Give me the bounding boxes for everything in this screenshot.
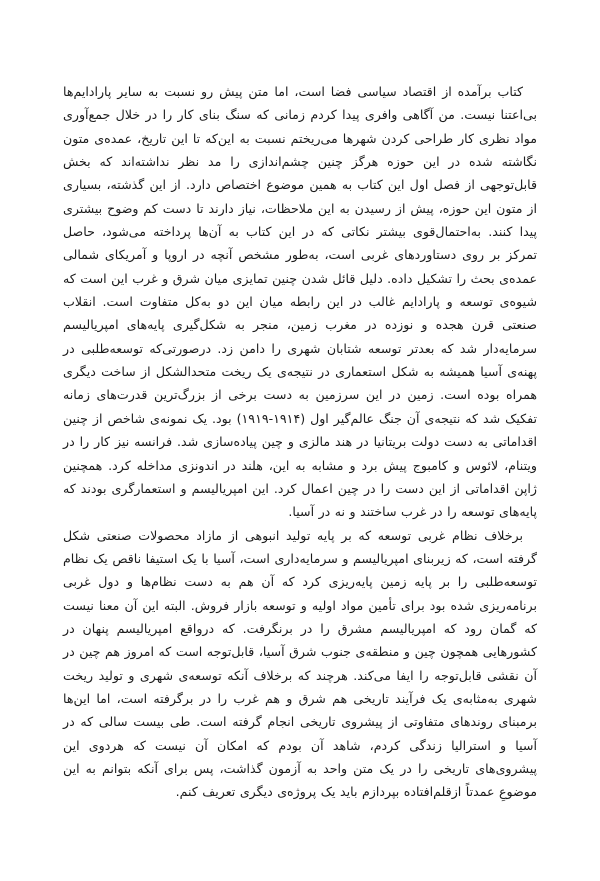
paragraph: کتاب برآمده از اقتصاد سیاسی فضا است، اما متن پیش رو نسبت به سایر پارادایم‌ها بی‌اعتنا نیست. من آگاهی وافری پیدا کردم زمانی که سنگ بنای کار را در خلال جمع‌آوری مواد نظری کار طراحی کردن شهرها می‌ریختم نسبت به این‌که تا این تاریخ، عمده‌ی متون نگاشته شده در این حوزه هرگز چنین چشم‌اندازی را مد نظر نداشته‌اند که بخش قابل‌توجهی از فصل اول این کتاب به همین موضوع اختصاص دارد. از این گذشته، بسیاری از متون این حوزه، پیش از رسیدن به این ملاحظات، نیاز دارند تا دست کم وضوح بیشتری پیدا کنند. به‌احتمال‌قوی بیشتر نکاتی که در این کتاب به آن‌ها پرداخته می‌شود، حاصل تمرکز بر روی دستاوردهای غربی است، به‌طور مشخص آنچه در اروپا و آمریکای شمالی عمده‌ی بحث را تشکیل داده. دلیل قائل شدن چنین تمایزی میان شرق و غرب این است که شیوه‌ی توسعه و پارادایم غالب در این رابطه میان این دو به‌کل متفاوت است. انقلاب صنعتی قرن هجده و نوزده در مغرب زمین، منجر به شکل‌گیری پایه‌های امپریالیسم سرمایه‌دار شد که بعدتر توسعه شتابان شهری را دامن زد. درصورتی‌که توسعه‌طلبی در پهنه‌ی آسیا همیشه به شکل استعماری در نتیجه‌ی یک ریخت متحدالشکل از ساخت دیگری همراه بوده است. زمین در این سرزمین به دست برخی از بزرگ‌ترین قدرت‌های زمانه تفکیک شد که نتیجه‌ی آن جنگ عالم‌گیر اول (۱۹۱۴-۱۹۱۹) بود. یک نمونه‌ی شاخص از چنین اقداماتی به دست دولت بریتانیا در هند مالزی و چین پیاده‌سازی شد. فرانسه نیز کار را در ویتنام، لائوس و کامبوج پیش برد و مشابه به این، هلند در اندونزی مداخله کرد. همچنین ژاپن اقداماتی از این دست را در چین اعمال کرد. این امپریالیسم و استعمارگری بودند که پایه‌های توسعه را در غرب ساختند و نه در آسیا. [63, 84, 537, 520]
paragraph: برخلاف نظام غربی توسعه که بر پایه تولید انبوهی از مازاد محصولات صنعتی شکل گرفته است، که زیربنای امپریالیسم و سرمایه‌داری است، آسیا با یک استیفا ناقص یک نظام توسعه‌طلبی را بر پایه زمین پایه‌ریزی کرد که آن هم به دست نظام‌ها و دول غربی برنامه‌ریزی شده بود برای تأمین مواد اولیه و توسعه بازار فروش. البته این آن معنا نیست که گمان رود که امپریالیسم مشرق را در برنگرفت. که درواقع امپریالیسم پنهان در کشورهایی همچون چین و منطقه‌ی جنوب شرق آسیا، قابل‌توجه است که امروز هم چین در آن نقشی قابل‌توجه را ایفا می‌کند. هرچند که برخلاف آنکه توسعه‌ی شهری و تولید ریخت شهری به‌مثابه‌ی یک فرآیند تاریخی هم شرق و هم غرب را در برگرفته است، اما این‌ها برمبنای روندهای متفاوتی از پیشروی تاریخی انجام گرفته است. طی بیست سالی که در آسیا و استرالیا زندگی کردم، شاهد آن بودم که امکان آن نیست که هردوی این پیشروی‌های تاریخی را در یک متن واحد به آزمون گذاشت، پس برای آنکه بتوانم به این موضوعِ عمدتاً ازقلم‌افتاده بپردازم باید یک پروژه‌ی دیگری تعریف کنم. [63, 527, 537, 800]
body-text [63, 80, 537, 804]
